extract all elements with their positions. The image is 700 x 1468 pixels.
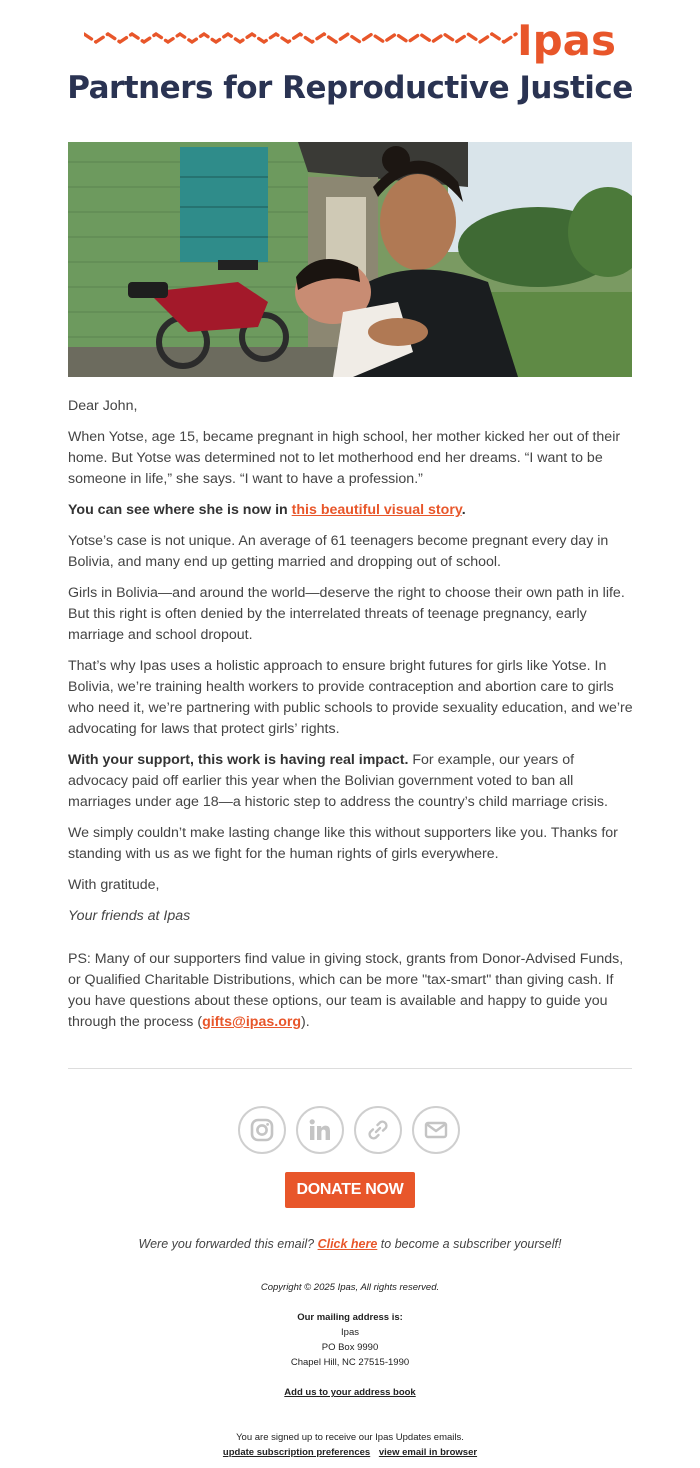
copyright: Copyright © 2025 Ipas, All rights reserved. xyxy=(260,1282,440,1293)
website-link-button[interactable] xyxy=(354,1106,402,1154)
update-preferences-link[interactable]: update subscription preferences xyxy=(222,1447,371,1458)
hero-image[interactable] xyxy=(68,142,632,377)
greeting: Dear John, xyxy=(68,398,138,414)
address-box: PO Box 9990 xyxy=(321,1342,379,1353)
link-icon xyxy=(365,1117,391,1143)
linkedin-button[interactable] xyxy=(296,1106,344,1154)
signup-notice: You are signed up to receive our Ipas Updates emails. xyxy=(236,1432,464,1443)
mailing-address xyxy=(0,1310,700,1370)
email-header xyxy=(0,0,700,130)
paragraph-6 xyxy=(68,750,634,813)
email-icon xyxy=(423,1117,449,1143)
visual-story-link[interactable]: this beautiful visual story xyxy=(291,502,462,518)
logo[interactable] xyxy=(84,18,624,66)
instagram-button[interactable] xyxy=(238,1106,286,1154)
social-links xyxy=(238,1106,462,1154)
ps-end: ). xyxy=(301,1014,310,1030)
tagline: Partners for Reproductive Justice xyxy=(67,70,633,106)
paragraph-1: When Yotse, age 15, became pregnant in high school, her mother kicked her out of their home. But Yotse was determined not to let motherhood end her dreams. “I want to be someone in life,” she says. “I want to have a profession.” xyxy=(68,429,621,487)
paragraph-6-bold: With your support, this work is having real impact. xyxy=(68,752,409,768)
letter-body xyxy=(68,396,634,1043)
paragraph-3: Yotse’s case is not unique. An average of 61 teenagers become pregnant every day in Bolivia, and many end up getting married and dropping out of school. xyxy=(68,533,609,570)
instagram-icon xyxy=(249,1117,275,1143)
address-city: Chapel Hill, NC 27515-1990 xyxy=(290,1357,410,1368)
address-name: Ipas xyxy=(341,1327,359,1338)
signature: Your friends at Ipas xyxy=(68,908,191,924)
closing: With gratitude, xyxy=(68,877,160,893)
view-in-browser-link[interactable]: view email in browser xyxy=(378,1447,478,1458)
zigzag-decoration-icon xyxy=(84,28,524,52)
divider xyxy=(68,1068,632,1069)
mailing-heading: Our mailing address is: xyxy=(297,1312,403,1323)
paragraph-4: Girls in Bolivia—and around the world—deserve the right to choose their own path in life. But this right is often denied by the interrelated threats of teenage pregnancy, early marriage and school dropout. xyxy=(68,585,625,643)
paragraph-5: That’s why Ipas uses a holistic approach to ensure bright futures for girls like Yotse. In Bolivia, we’re training health workers to provide contraception and abortion care to girls who need it, we’re partnering with public schools to provide sexuality education, and we’re advocating for laws that protect girls’ rights. xyxy=(68,658,633,737)
footer-links xyxy=(0,1445,700,1460)
paragraph-2-end: . xyxy=(461,502,466,518)
gifts-email-link[interactable]: gifts@ipas.org xyxy=(202,1014,302,1030)
forward-text-pre: Were you forwarded this email? xyxy=(138,1237,318,1251)
forward-text-post: to become a subscriber yourself! xyxy=(377,1237,562,1251)
brand-name: Ipas xyxy=(516,16,616,65)
paragraph-2-bold: You can see where she is now in xyxy=(68,502,292,518)
address-book-row xyxy=(0,1385,700,1400)
paragraph-6-text: For example, our years of advocacy paid off earlier this year when the Bolivian government voted to ban all marriages under age 18—a historic step to address the country’s child marriage crisis. xyxy=(68,752,608,810)
donate-now-button[interactable]: DONATE NOW xyxy=(285,1172,415,1208)
hero-photo xyxy=(68,142,632,377)
ps-text: PS: Many of our supporters find value in giving stock, grants from Donor-Advised Funds, or Qualified Charitable Distributions, which can be more "tax-smart" than giving cash. If you have questions about these options, our team is available and happy to guide you through the process ( xyxy=(68,951,624,1030)
postscript xyxy=(68,949,634,1033)
paragraph-2 xyxy=(68,500,634,521)
email-button[interactable] xyxy=(412,1106,460,1154)
add-to-address-book-link[interactable]: Add us to your address book xyxy=(284,1387,416,1398)
paragraph-7: We simply couldn’t make lasting change like this without supporters like you. Thanks for standing with us as we fight for the human rights of girls everywhere. xyxy=(68,825,618,862)
forward-notice xyxy=(0,1237,700,1251)
subscribe-click-here-link[interactable]: Click here xyxy=(317,1237,378,1251)
linkedin-icon xyxy=(307,1117,333,1143)
